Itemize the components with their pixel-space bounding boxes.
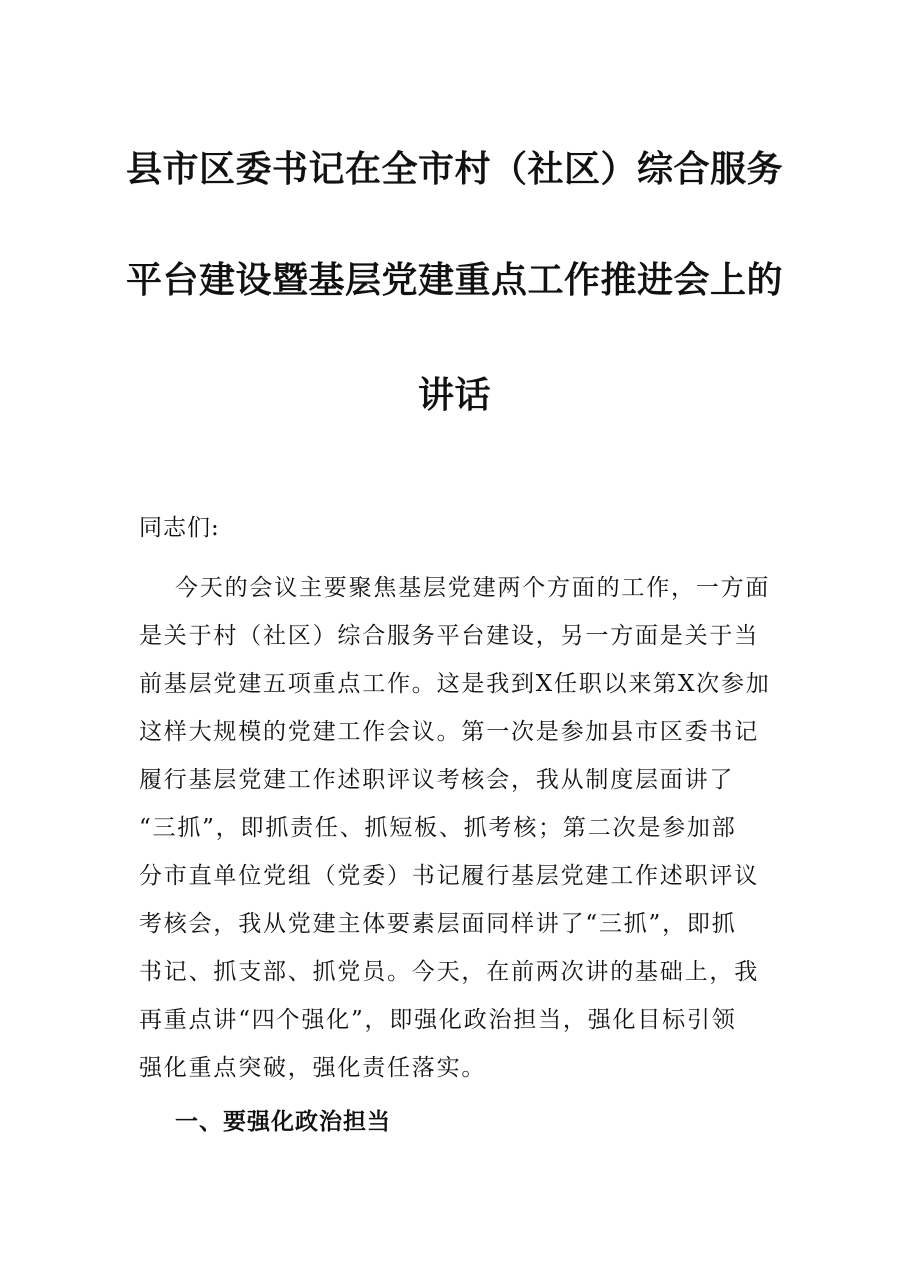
paragraph-line-8: 考核会，我从党建主体要素层面同样讲了“三抓”，即抓	[139, 911, 737, 937]
paragraph-line-2: 是关于村（社区）综合服务平台建设，另一方面是关于当	[139, 623, 759, 649]
paragraph-line-9: 书记、抓支部、抓党员。今天，在前两次讲的基础上，我	[139, 959, 759, 985]
paragraph-line-1: 今天的会议主要聚焦基层党建两个方面的工作，一方面	[175, 575, 771, 601]
paragraph-line-7: 分市直单位党组（党委）书记履行基层党建工作述职评议	[139, 863, 759, 889]
section-heading: 一、要强化政治担当	[175, 1108, 391, 1135]
document-title-line-1: 县市区委书记在全市村（社区）综合服务	[125, 148, 783, 190]
paragraph-line-3: 前基层党建五项重点工作。这是我到X任职以来第X次参加	[139, 671, 771, 697]
document-title-line-3: 讲话	[417, 374, 491, 416]
paragraph-line-11: 强化重点突破，强化责任落实。	[139, 1055, 487, 1081]
paragraph-line-4: 这样大规模的党建工作会议。第一次是参加县市区委书记	[139, 719, 759, 745]
paragraph-line-10: 再重点讲“四个强化”，即强化政治担当，强化目标引领	[139, 1007, 737, 1033]
paragraph-line-5: 履行基层党建工作述职评议考核会，我从制度层面讲了	[139, 767, 735, 793]
document-title-line-2: 平台建设暨基层党建重点工作推进会上的	[125, 259, 783, 301]
greeting: 同志们:	[139, 515, 220, 541]
paragraph-line-6: “三抓”，即抓责任、抓短板、抓考核；第二次是参加部	[139, 815, 737, 841]
